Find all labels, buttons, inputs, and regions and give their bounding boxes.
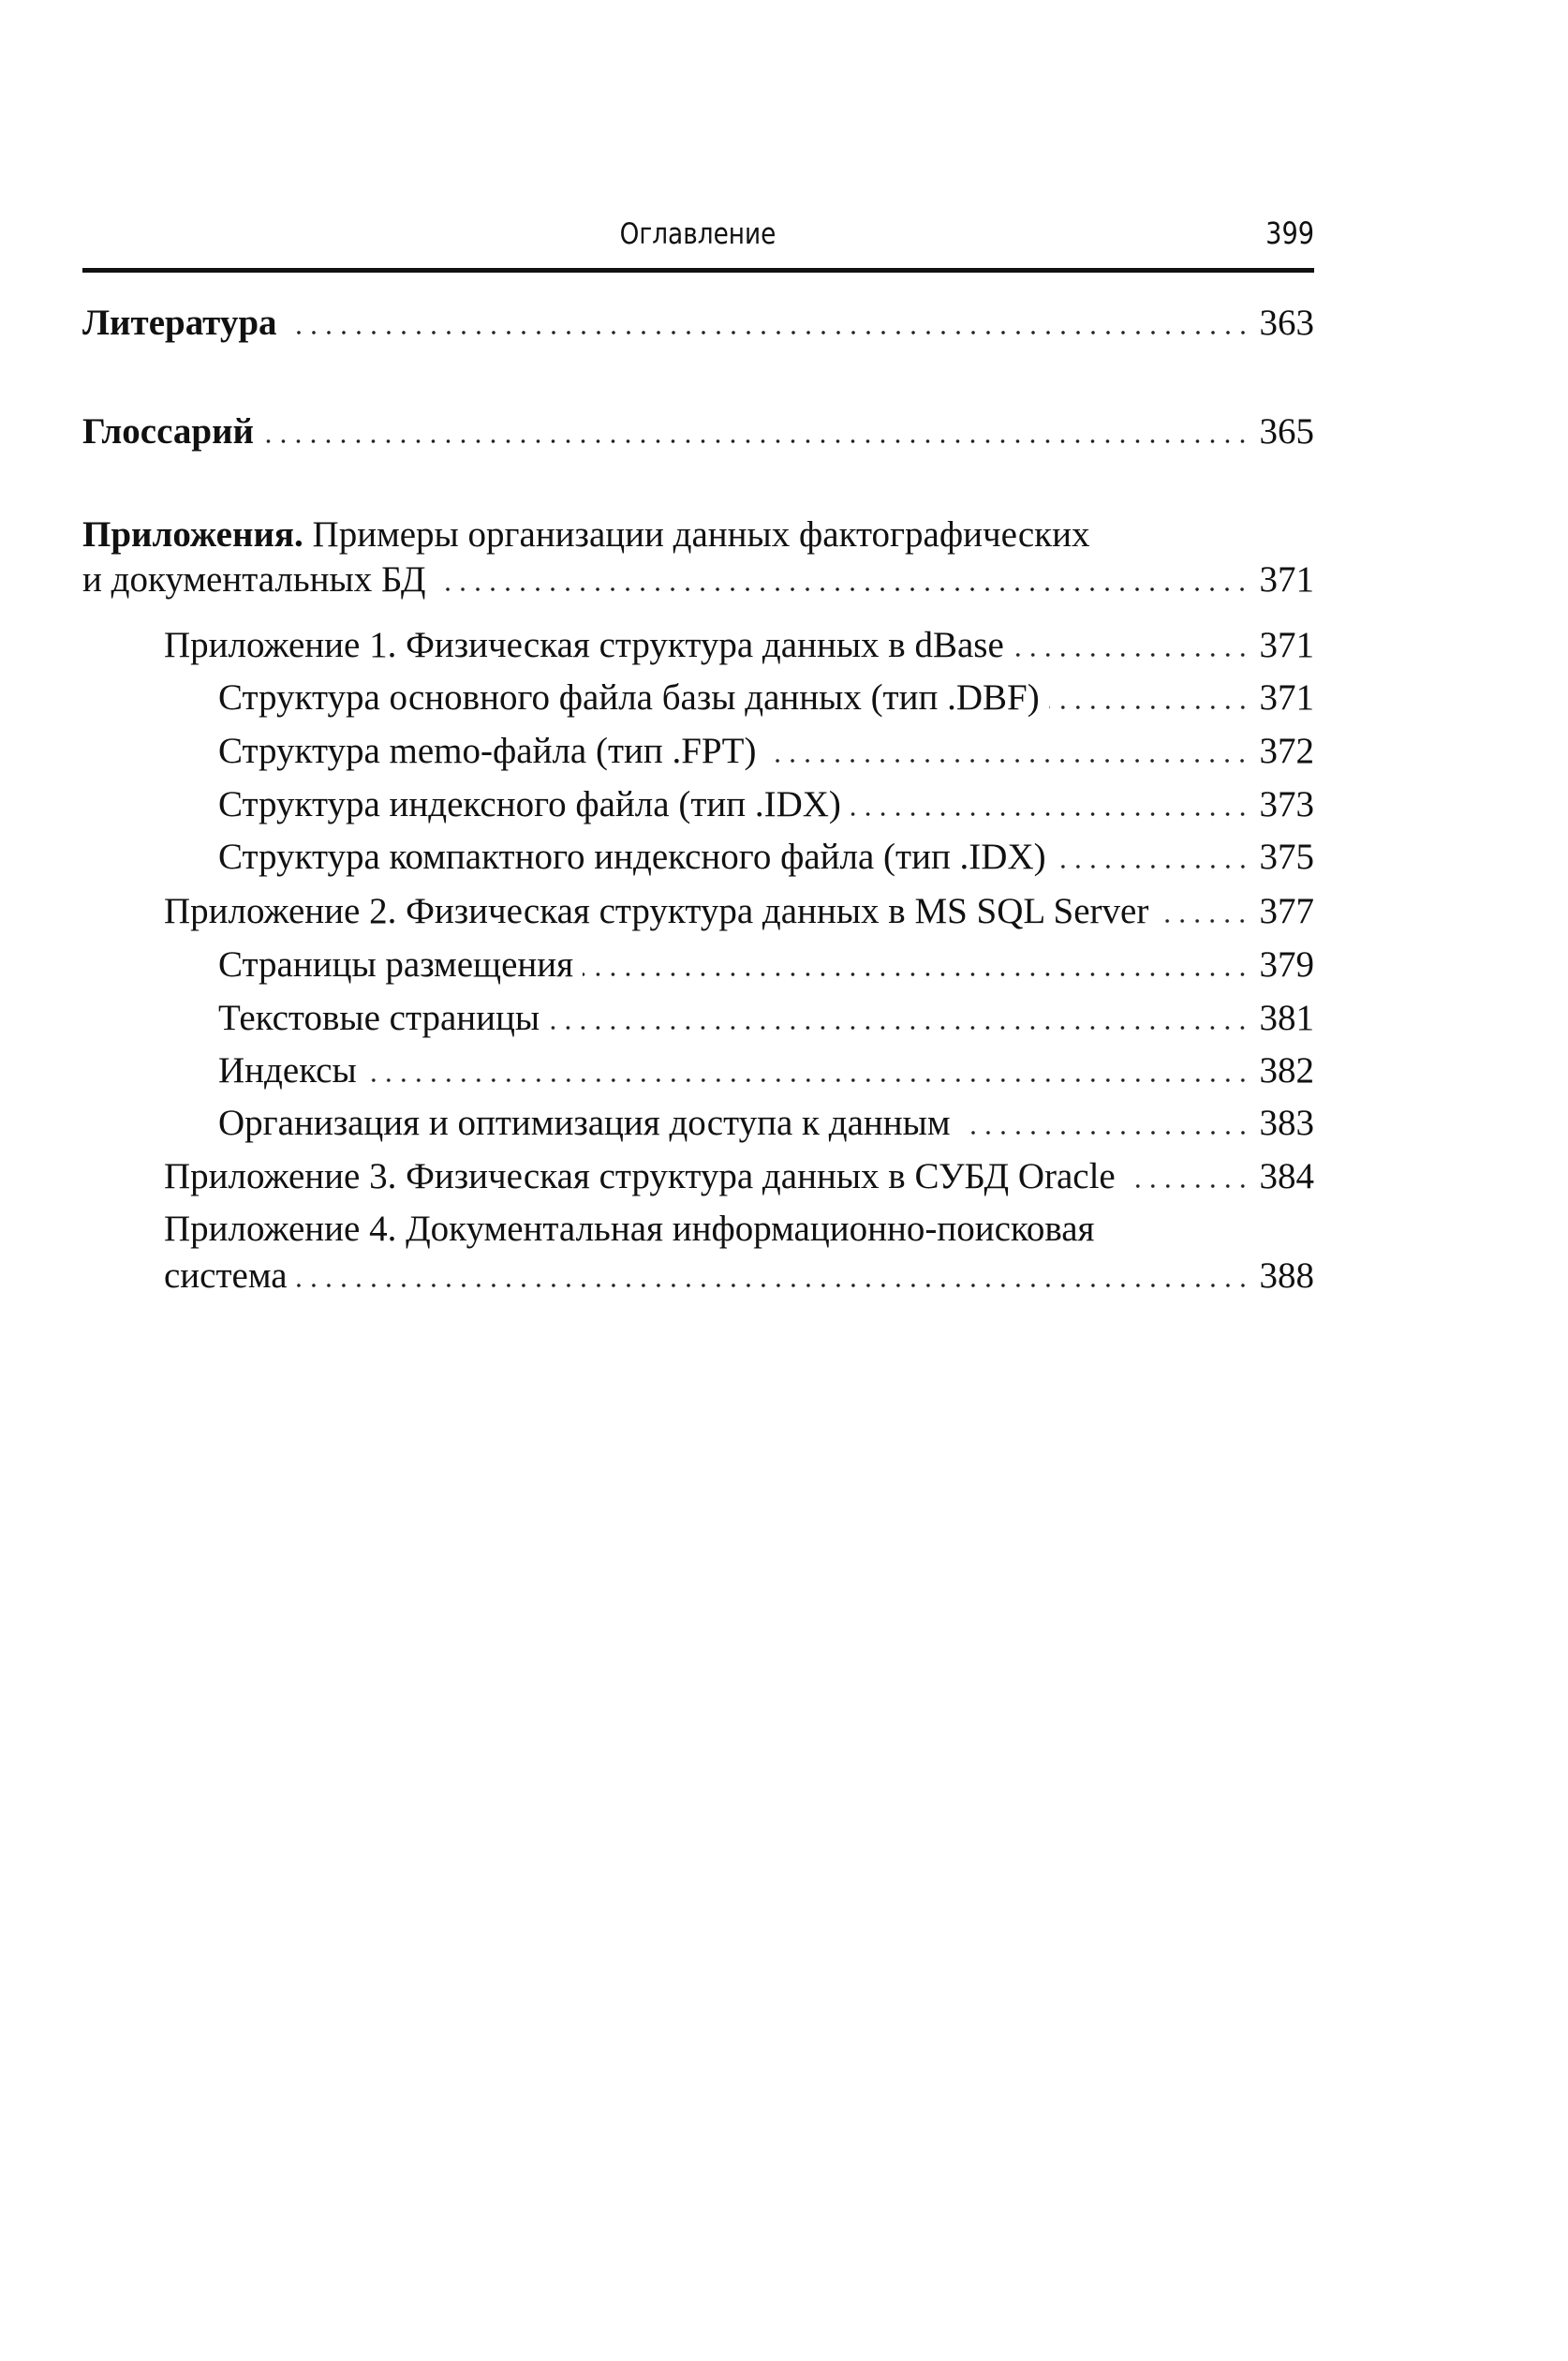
entry-page: 388 <box>1259 1255 1314 1296</box>
entry-label: система <box>164 1255 288 1296</box>
toc-entry[interactable] <box>164 624 1314 667</box>
toc-entry-appendices-line1[interactable] <box>82 513 1090 557</box>
entry-label: Приложение 3. Физическая структура данных в СУБД Oracle <box>164 1156 1116 1196</box>
dot-leader <box>1125 1183 1250 1189</box>
dot-leader <box>435 587 1250 592</box>
toc-entry-literature[interactable] <box>82 302 1314 345</box>
toc-entry[interactable] <box>164 1255 1314 1298</box>
toc-entry[interactable] <box>218 730 1314 773</box>
page-number: 399 <box>1265 215 1314 251</box>
toc-entry[interactable] <box>164 890 1314 933</box>
entry-label: Приложение 1. Физическая структура данных в dBase <box>164 625 1004 665</box>
dot-leader <box>1013 652 1250 658</box>
entry-label: Организация и оптимизация доступа к данным <box>218 1103 951 1143</box>
entry-page: 379 <box>1259 944 1314 985</box>
running-header-title: Оглавление <box>619 217 777 251</box>
entry-label: Страницы размещения <box>218 944 574 985</box>
toc-entry[interactable] <box>218 783 1314 826</box>
dot-leader <box>366 1077 1250 1083</box>
entry-page: 384 <box>1259 1156 1314 1196</box>
entry-label: Структура основного файла базы данных (тип .DBF) <box>218 677 1040 718</box>
entry-label: Структура компактного индексного файла (тип .IDX) <box>218 837 1046 877</box>
dot-leader <box>297 1283 1250 1288</box>
entry-page: 371 <box>1259 625 1314 665</box>
toc-entry[interactable] <box>218 1049 1314 1092</box>
toc-entry[interactable] <box>218 997 1314 1040</box>
toc-entry[interactable] <box>218 1102 1314 1145</box>
entry-page: 382 <box>1259 1050 1314 1091</box>
entry-label: Приложение 4. Документальная информационно-поисковая <box>164 1209 1095 1249</box>
entry-label-bold: Приложения. <box>82 514 303 555</box>
entry-label: Структура memo-файла (тип .FPT) <box>218 731 757 771</box>
dot-leader <box>1049 705 1250 710</box>
dot-leader <box>263 438 1250 444</box>
toc-entry[interactable] <box>164 1155 1314 1198</box>
entry-label: и документальных БД <box>82 559 426 600</box>
entry-page: 383 <box>1259 1103 1314 1143</box>
entry-label: Литература <box>82 303 277 343</box>
entry-page: 373 <box>1259 784 1314 824</box>
dot-leader <box>1056 864 1250 869</box>
dot-leader <box>583 972 1250 977</box>
entry-label: Индексы <box>218 1050 357 1091</box>
toc-entry-glossary[interactable] <box>82 410 1314 453</box>
toc-entry[interactable] <box>218 943 1314 987</box>
entry-label: Текстовые страницы <box>218 998 540 1038</box>
entry-page: 375 <box>1259 837 1314 877</box>
toc-entry[interactable] <box>218 836 1314 879</box>
dot-leader <box>851 811 1250 817</box>
toc-entry-line1[interactable] <box>164 1208 1095 1251</box>
entry-label: Примеры организации данных фактографических <box>303 514 1090 555</box>
entry-page: 371 <box>1259 677 1314 718</box>
entry-page: 381 <box>1259 998 1314 1038</box>
header-rule <box>82 268 1314 273</box>
toc-entry-appendices[interactable] <box>82 558 1314 601</box>
entry-page: 365 <box>1259 411 1314 452</box>
dot-leader <box>765 758 1250 764</box>
entry-label: Приложение 2. Физическая структура данных в MS SQL Server <box>164 891 1149 931</box>
dot-leader <box>960 1130 1250 1136</box>
dot-leader <box>549 1025 1250 1031</box>
dot-leader <box>287 330 1250 335</box>
dot-leader <box>1158 918 1250 924</box>
entry-page: 363 <box>1259 303 1314 343</box>
entry-label: Глоссарий <box>82 411 255 452</box>
toc-entry[interactable] <box>218 676 1314 720</box>
entry-page: 372 <box>1259 731 1314 771</box>
entry-page: 377 <box>1259 891 1314 931</box>
entry-page: 371 <box>1259 559 1314 600</box>
entry-label: Структура индексного файла (тип .IDX) <box>218 784 841 824</box>
